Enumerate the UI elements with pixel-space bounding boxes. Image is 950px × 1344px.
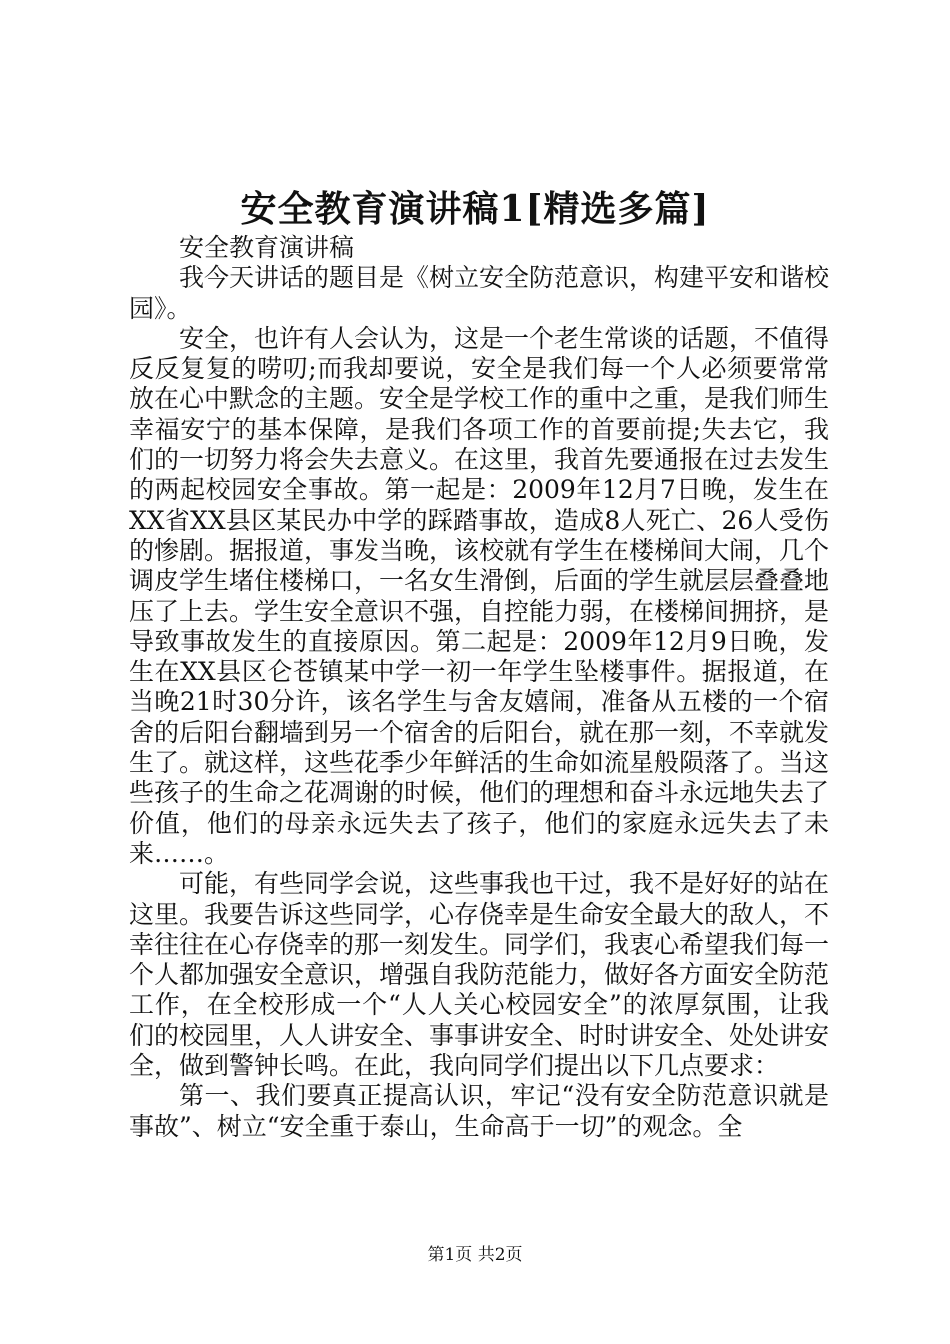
paragraph: 我今天讲话的题目是《树立安全防范意识，构建平安和谐校园》。	[129, 263, 830, 323]
paragraph: 安全，也许有人会认为，这是一个老生常谈的话题，不值得反反复复的唠叨;而我却要说，安全是我们每一个人必须要常常放在心中默念的主题。安全是学校工作的重中之重，是我们师生幸福安宁的基本保障，是我们各项工作的首要前提;失去它，我们的一切努力将会失去意义。在这里，我首先要通报在过去发生的两起校园安全事故。第一起是：2009年12月7日晚，发生在XX省XX县区某民办中学的踩踏事故，造成8人死亡、26人受伤的惨剧。据报道，事发当晚，该校就有学生在楼梯间大闹，几个调皮学生堵住楼梯口，一名女生滑倒，后面的学生就层层叠叠地压了上去。学生安全意识不强，自控能力弱，在楼梯间拥挤，是导致事故发生的直接原因。第二起是：2009年12月9日晚，发生在XX县区仑苍镇某中学一初一年学生坠楼事件。据报道，在当晚21时30分许，该名学生与舍友嬉闹，准备从五楼的一个宿舍的后阳台翻墙到另一个宿舍的后阳台，就在那一刻，不幸就发生了。就这样，这些花季少年鲜活的生命如流星般陨落了。当这些孩子的生命之花凋谢的时候，他们的理想和奋斗永远地失去了价值，他们的母亲永远失去了孩子，他们的家庭永远失去了未来……。	[129, 323, 830, 868]
paragraph: 第一、我们要真正提高认识，牢记“没有安全防范意识就是事故”、树立“安全重于泰山，生命高于一切”的观念。全	[129, 1081, 829, 1141]
page-footer: 第1页 共2页	[427, 1245, 523, 1265]
paragraph: 可能，有些同学会说，这些事我也干过，我不是好好的站在这里。我要告诉这些同学，心存侥幸是生命安全最大的敌人，不幸往往在心存侥幸的那一刻发生。同学们，我衷心希望我们每一个人都加强安全意识，增强自我防范能力，做好各方面安全防范工作，在全校形成一个“人人关心校园安全”的浓厚氛围，让我们的校园里，人人讲安全、事事讲安全、时时讲安全、处处讲安全，做到警钟长鸣。在此，我向同学们提出以下几点要求：	[129, 869, 830, 1081]
document-body	[129, 233, 829, 1142]
paragraph-subtitle: 安全教育演讲稿	[179, 233, 355, 262]
document-title: 安全教育演讲稿1[精选多篇]	[240, 188, 710, 230]
